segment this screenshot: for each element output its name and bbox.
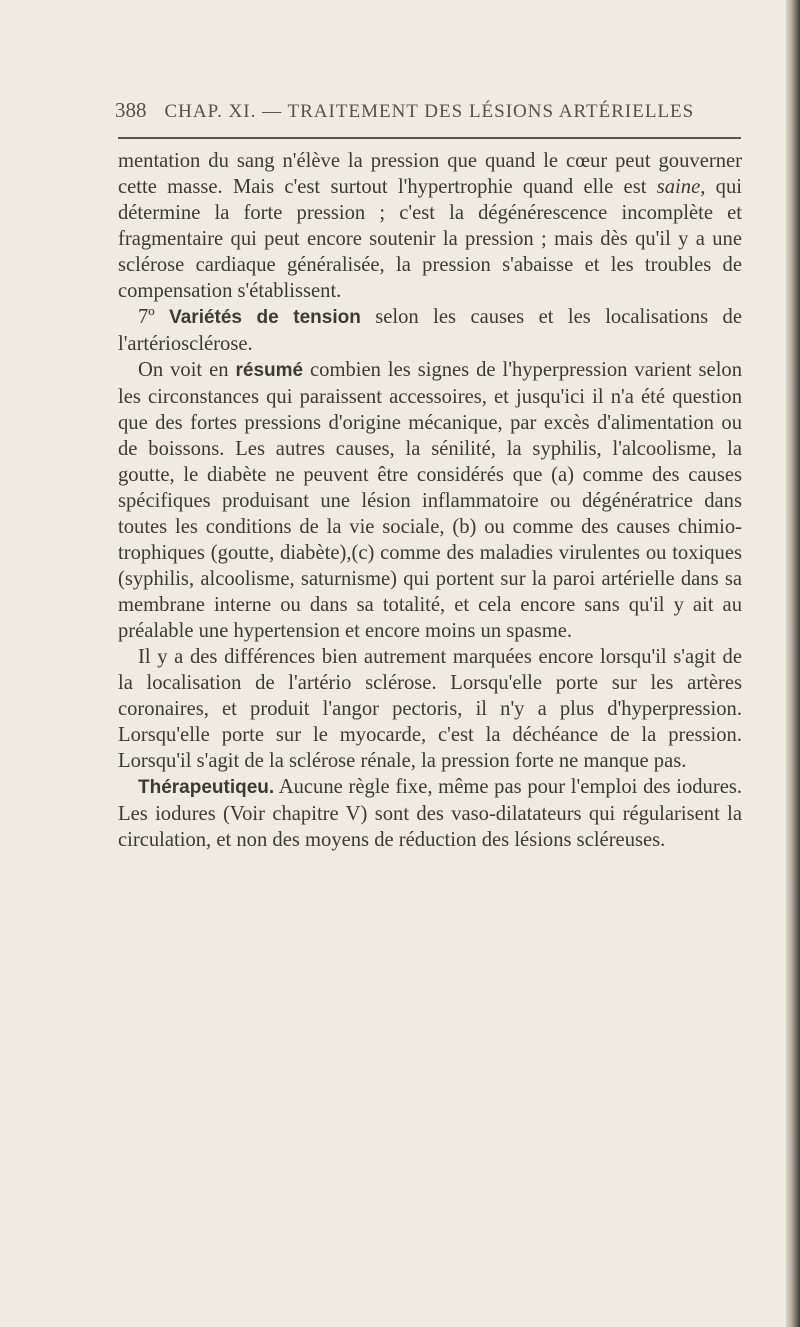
text-run: Il y a des différences bien autrement marquées encore lorsqu'il s'agit de la localisation de l'artério sclérose. Lorsqu'elle porte sur les artères coronaires, et produit l'angor pectoris, il n'y a plus d'hyperpression. Lorsqu'elle porte sur le myocarde, c'est la déchéance de la pression. Lorsqu'il s'agit de la sclérose rénale, la pression forte ne manque pas. xyxy=(118,646,742,772)
section-heading: Variétés de tension xyxy=(169,307,361,328)
body-text xyxy=(118,148,742,853)
paragraph-therapeutique xyxy=(118,774,742,853)
header-rule xyxy=(118,137,741,139)
paragraph-resume xyxy=(118,357,742,644)
text-run: selon les causes et les localisations de l'artériosclérose. xyxy=(118,306,742,355)
paragraph-section-7 xyxy=(118,304,742,357)
text-run: combien les signes de l'hyperpression varient selon les circonstances qui paraissent accessoires, et jusqu'ici il n'a été question que des fortes pressions d'origine mécanique, par excès d'alimentation ou de boissons. Les autres causes, la sénilité, la syphilis, l'alcoolisme, la goutte, le diabète ne peuvent être considérés que (a) comme des causes spécifiques produisant une lésion inflammatoire ou dégénératrice dans toutes les conditions de la vie sociale, (b) ou comme des causes chimio-trophiques (goutte, diabète),(c) comme des maladies virulentes ou toxiques (syphilis, alcoolisme, saturnisme) qui portent sur la paroi artérielle dans sa membrane interne ou dans sa totalité, et cela encore sans qu'il y ait au préalable une hypertension et encore moins un spasme. xyxy=(118,359,743,642)
text-run: , qui détermine la forte pression ; c'est la dégénérescence incomplète et fragmentaire qui peut encore soutenir la pression ; mais dès qu'il y a une sclérose cardiaque généralisée, la pression s'abaisse et les troubles de compensation s'établissent. xyxy=(118,176,742,302)
text-run: Aucune règle fixe, même pas pour l'emploi des iodures. Les iodures (Voir chapitre V) sont des vaso-dilatateurs qui régularisent la circulation, et non des moyens de réduction des lésions scléreuses. xyxy=(118,776,742,851)
page-number: 388 xyxy=(115,98,147,122)
bold-term: résumé xyxy=(235,360,304,381)
paragraph-continuation xyxy=(118,148,742,304)
text-run: mentation du sang n'élève la pression que quand le cœur peut gouverner cette masse. Mais c'est surtout l'hypertrophie quand elle est xyxy=(118,150,742,198)
running-title: CHAP. XI. — TRAITEMENT DES LÉSIONS ARTÉRIELLES xyxy=(164,101,695,122)
text-run: On voit en xyxy=(138,359,236,381)
section-heading: Thérapeutiqeu. xyxy=(138,777,275,798)
running-header xyxy=(115,98,740,130)
page-edge-shadow xyxy=(786,0,800,1327)
italic-term: saine xyxy=(656,176,701,198)
paragraph-localisation xyxy=(118,644,742,774)
section-number: 7º xyxy=(138,306,170,328)
